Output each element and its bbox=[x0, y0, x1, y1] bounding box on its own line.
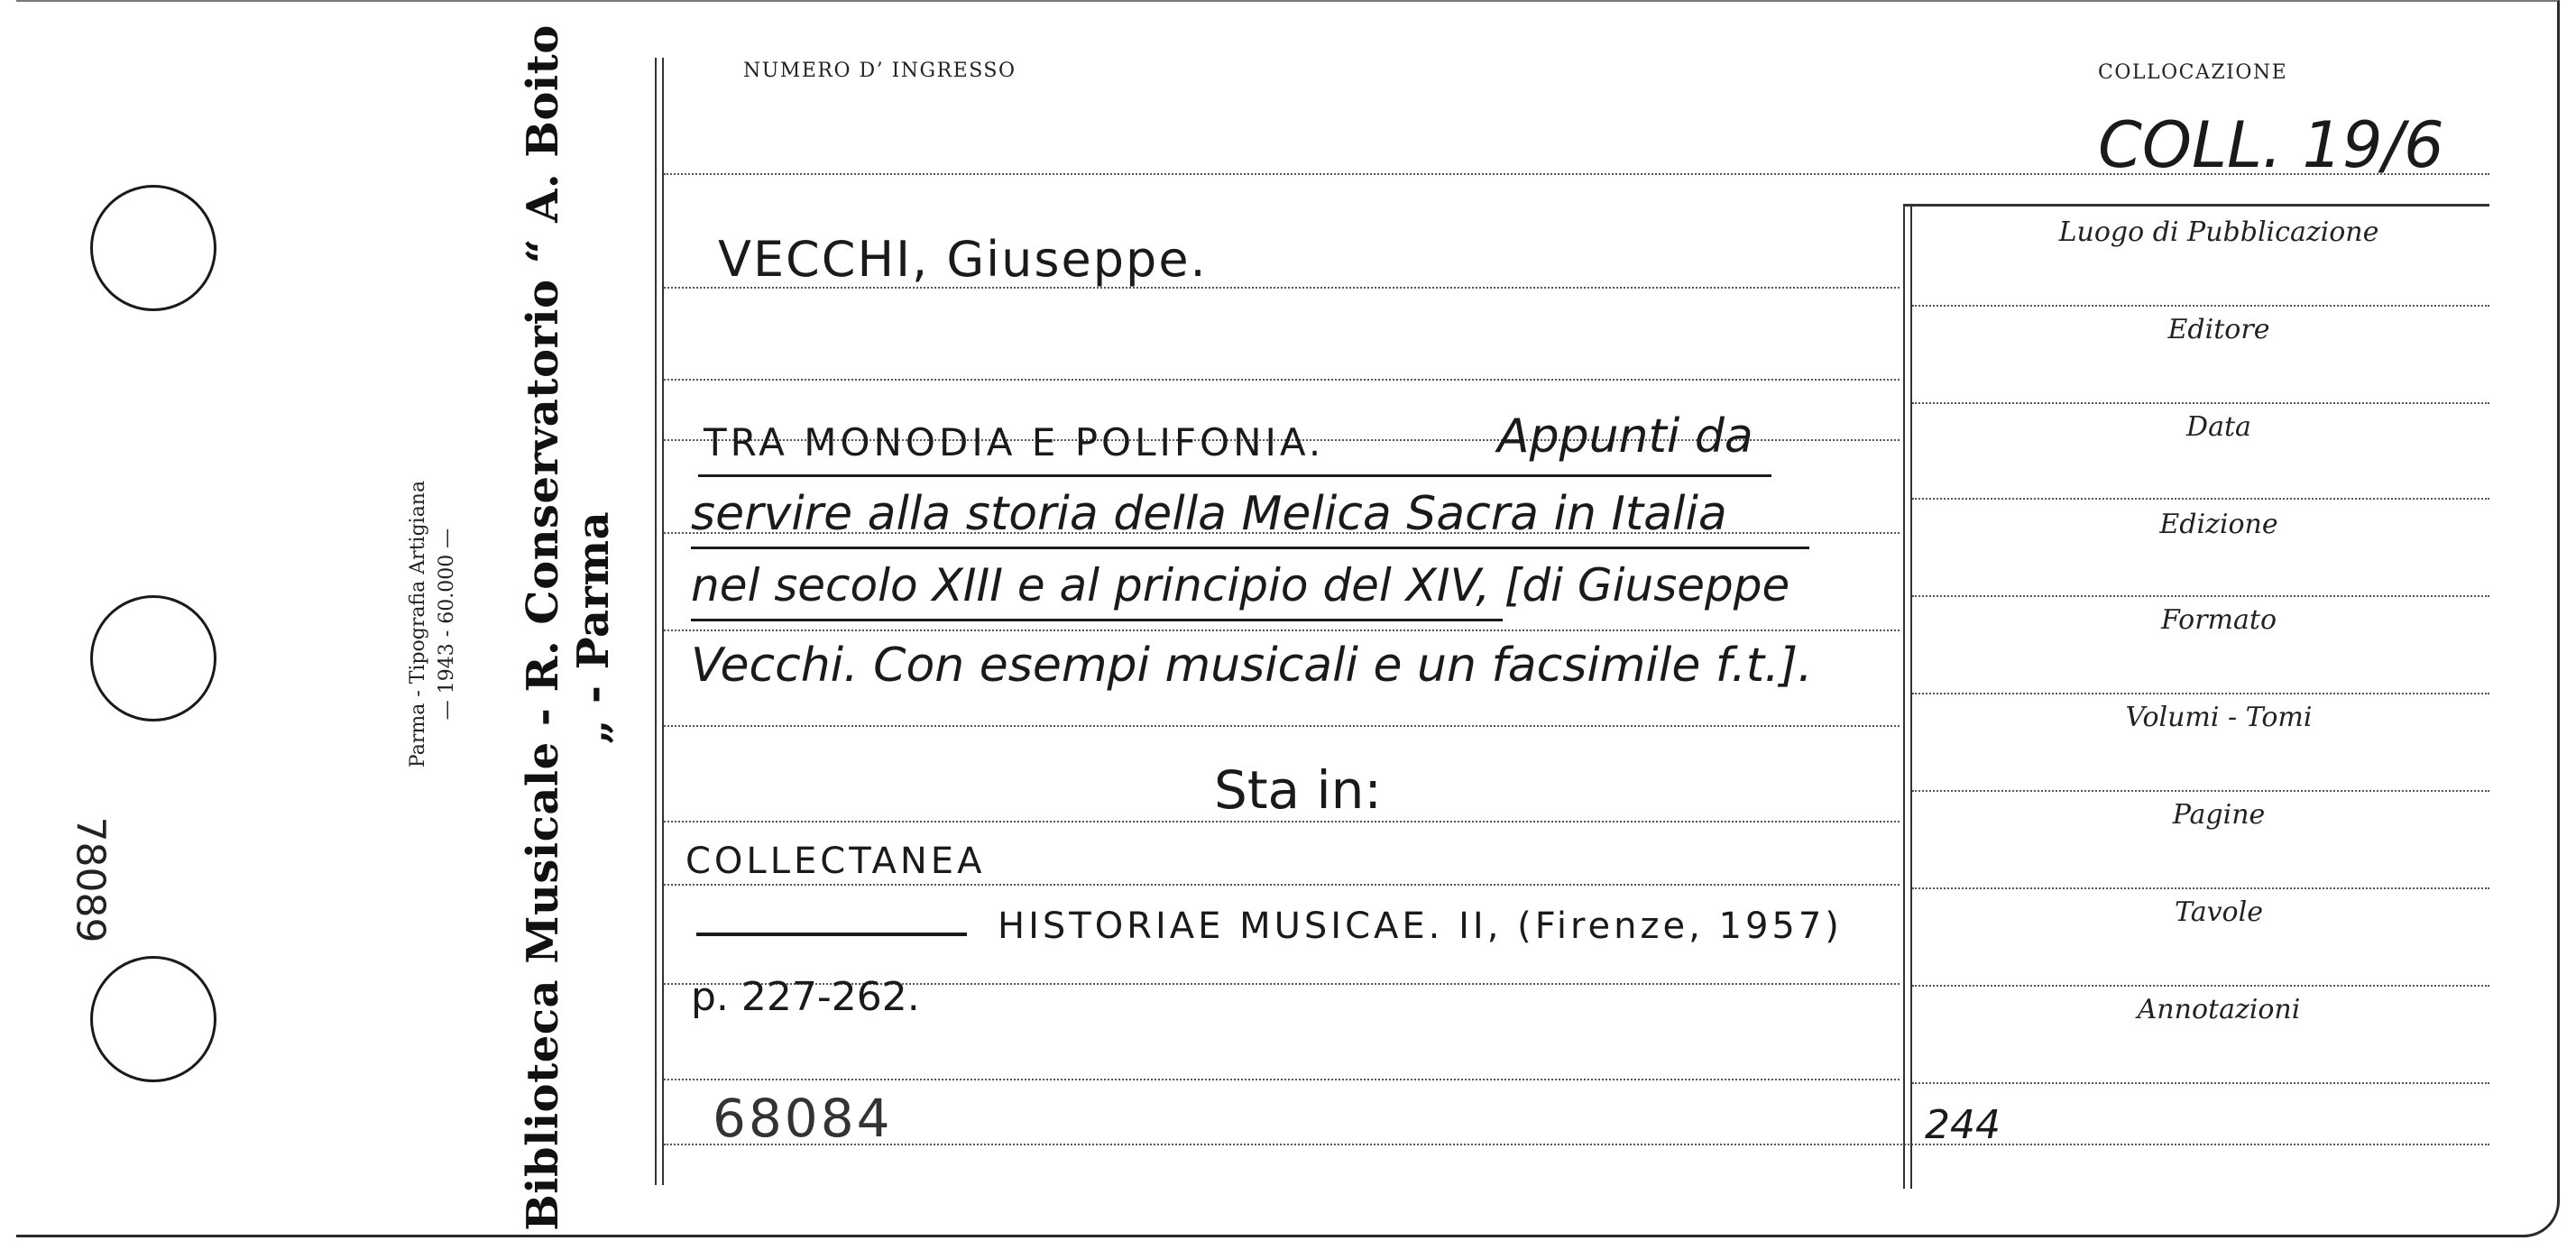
sta-in-label: Sta in: bbox=[1214, 759, 1382, 821]
pages-entry: p. 227-262. bbox=[691, 974, 920, 1020]
title-underline-2 bbox=[691, 547, 1809, 549]
field-data: Data bbox=[2186, 411, 2251, 443]
fields-top-rule bbox=[1903, 204, 2489, 207]
punch-hole-top bbox=[90, 185, 216, 311]
printer-line-2: — 1943 - 60.000 — bbox=[436, 528, 458, 721]
field-formato: Formato bbox=[2160, 604, 2277, 636]
title-underline-3 bbox=[691, 619, 1503, 621]
field-tavole: Tavole bbox=[2175, 896, 2263, 928]
ruled-line bbox=[664, 725, 1900, 727]
title-line-4: Vecchi. Con esempi musicali e un facsimile f.t.]. bbox=[691, 639, 1813, 693]
series-dash bbox=[696, 933, 967, 936]
field-editore: Editore bbox=[2167, 314, 2270, 345]
field-line bbox=[1912, 693, 2489, 694]
title-underline-1 bbox=[698, 474, 1771, 477]
left-rule-inner bbox=[662, 58, 664, 1185]
field-edizione: Edizione bbox=[2159, 509, 2278, 540]
ruled-line bbox=[664, 173, 2489, 175]
field-line bbox=[1912, 402, 2489, 404]
field-luogo: Luogo di Pubblicazione bbox=[2058, 216, 2379, 248]
field-line bbox=[1912, 887, 2489, 889]
title-line-1-rest: Appunti da bbox=[1497, 409, 1753, 464]
ruled-line bbox=[664, 630, 1900, 631]
printer-line-1: Parma - Tipografia Artigiana bbox=[407, 480, 429, 768]
stub-number: 78089 bbox=[67, 816, 114, 943]
ruled-line bbox=[664, 1144, 2489, 1145]
ruled-line bbox=[664, 821, 1900, 823]
field-line bbox=[1912, 595, 2489, 597]
field-pagine: Pagine bbox=[2172, 799, 2266, 831]
punch-hole-middle bbox=[90, 595, 216, 722]
punch-hole-bottom bbox=[90, 956, 216, 1082]
series-entry: HISTORIAE MUSICAE. II, (Firenze, 1957) bbox=[998, 905, 1843, 947]
field-line bbox=[1912, 790, 2489, 792]
left-rule bbox=[655, 58, 657, 1185]
printer-imprint bbox=[404, 390, 462, 859]
field-line bbox=[1912, 1082, 2489, 1084]
title-line-2: servire alla storia della Melica Sacra in Italia bbox=[691, 487, 1727, 541]
field-line bbox=[1912, 305, 2489, 307]
title-line-3: nel secolo XIII e al principio del XIV, [di Giuseppe bbox=[691, 559, 1790, 611]
collectanea-entry: COLLECTANEA bbox=[685, 841, 986, 882]
collocazione-value: COLL. 19/6 bbox=[2098, 108, 2444, 182]
field-line bbox=[1912, 985, 2489, 987]
title-caps: TRA MONODIA E POLIFONIA. bbox=[704, 420, 1325, 464]
ruled-line bbox=[664, 379, 1900, 381]
numero-ingresso-label: NUMERO D’ INGRESSO bbox=[743, 60, 1017, 82]
library-vertical-title: Biblioteca Musicale - R. Conservatorio “ A. Boito „ - Parma bbox=[518, 24, 619, 1231]
fields-rule bbox=[1903, 206, 1905, 1189]
field-volumi: Volumi - Tomi bbox=[2125, 702, 2313, 733]
ruled-line bbox=[664, 884, 1900, 886]
author-entry: VECCHI, Giuseppe. bbox=[718, 231, 1208, 288]
fields-rule-inner bbox=[1910, 206, 1912, 1189]
field-line bbox=[1912, 498, 2489, 500]
field-annotazioni: Annotazioni bbox=[2137, 994, 2301, 1025]
inventory-number: 68084 bbox=[713, 1088, 893, 1149]
ruled-line bbox=[664, 1079, 1900, 1080]
pagine-value: 244 bbox=[1925, 1102, 2001, 1148]
collocazione-label: COLLOCAZIONE bbox=[2098, 61, 2288, 84]
